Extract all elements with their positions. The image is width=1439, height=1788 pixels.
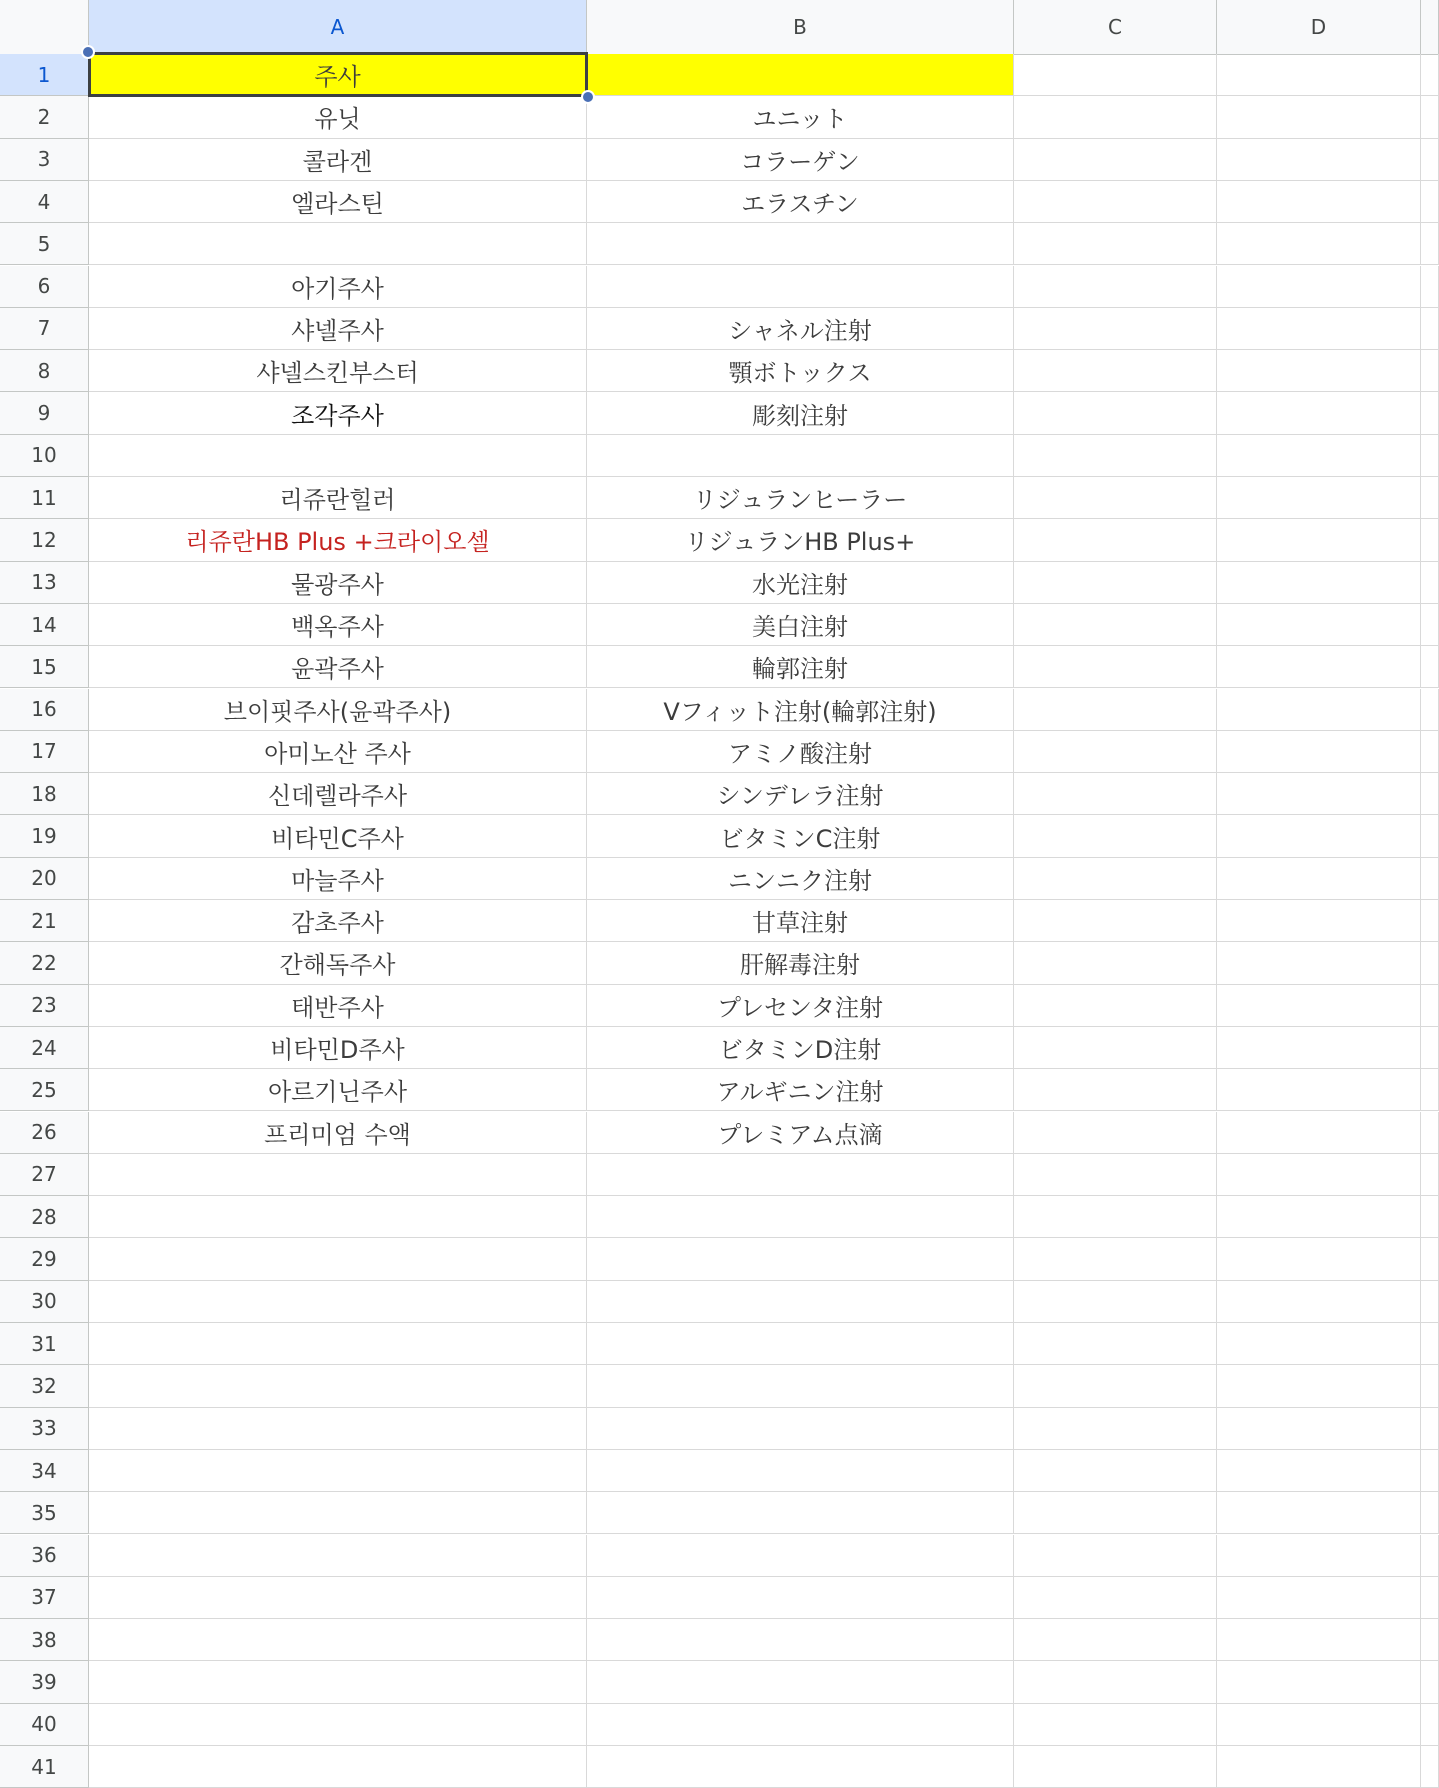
cell-e5[interactable] [1421, 223, 1439, 265]
cell-d39[interactable] [1217, 1661, 1421, 1703]
row-header-9[interactable]: 9 [0, 392, 89, 434]
cell-c27[interactable] [1014, 1154, 1217, 1196]
cell-e26[interactable] [1421, 1112, 1439, 1154]
cell-a18[interactable]: 신데렐라주사 [89, 773, 587, 815]
cell-a32[interactable] [89, 1365, 587, 1407]
cell-e31[interactable] [1421, 1323, 1439, 1365]
cell-e38[interactable] [1421, 1619, 1439, 1661]
cell-a20[interactable]: 마늘주사 [89, 858, 587, 900]
cell-e27[interactable] [1421, 1154, 1439, 1196]
row-header-11[interactable]: 11 [0, 477, 89, 519]
row-header-6[interactable]: 6 [0, 266, 89, 308]
cell-b24[interactable]: ビタミンD注射 [587, 1027, 1014, 1069]
row-header-19[interactable]: 19 [0, 815, 89, 857]
cell-d7[interactable] [1217, 308, 1421, 350]
column-header-c[interactable]: C [1014, 0, 1217, 54]
cell-c12[interactable] [1014, 519, 1217, 561]
cell-d35[interactable] [1217, 1492, 1421, 1534]
cell-d6[interactable] [1217, 266, 1421, 308]
cell-e1[interactable] [1421, 54, 1439, 96]
cell-d14[interactable] [1217, 604, 1421, 646]
cell-b36[interactable] [587, 1535, 1014, 1577]
row-header-18[interactable]: 18 [0, 773, 89, 815]
cell-d17[interactable] [1217, 731, 1421, 773]
cell-d5[interactable] [1217, 223, 1421, 265]
cell-c34[interactable] [1014, 1450, 1217, 1492]
cell-c11[interactable] [1014, 477, 1217, 519]
cell-a2[interactable]: 유닛 [89, 96, 587, 138]
cell-d18[interactable] [1217, 773, 1421, 815]
row-header-37[interactable]: 37 [0, 1577, 89, 1619]
cell-d32[interactable] [1217, 1365, 1421, 1407]
cell-b21[interactable]: 甘草注射 [587, 900, 1014, 942]
cell-a26[interactable]: 프리미엄 수액 [89, 1112, 587, 1154]
cell-c2[interactable] [1014, 96, 1217, 138]
cell-d38[interactable] [1217, 1619, 1421, 1661]
cell-c10[interactable] [1014, 435, 1217, 477]
cell-a39[interactable] [89, 1661, 587, 1703]
row-header-35[interactable]: 35 [0, 1492, 89, 1534]
cell-b1[interactable] [587, 54, 1014, 96]
cell-c39[interactable] [1014, 1661, 1217, 1703]
cell-e12[interactable] [1421, 519, 1439, 561]
cell-e2[interactable] [1421, 96, 1439, 138]
cell-d19[interactable] [1217, 815, 1421, 857]
cell-c14[interactable] [1014, 604, 1217, 646]
cell-d11[interactable] [1217, 477, 1421, 519]
cell-e39[interactable] [1421, 1661, 1439, 1703]
cell-c9[interactable] [1014, 392, 1217, 434]
cell-b9[interactable]: 彫刻注射 [587, 392, 1014, 434]
cell-b28[interactable] [587, 1196, 1014, 1238]
cell-a17[interactable]: 아미노산 주사 [89, 731, 587, 773]
cell-b27[interactable] [587, 1154, 1014, 1196]
cell-c25[interactable] [1014, 1069, 1217, 1111]
cell-a10[interactable] [89, 435, 587, 477]
cell-e20[interactable] [1421, 858, 1439, 900]
cell-a30[interactable] [89, 1281, 587, 1323]
cell-d37[interactable] [1217, 1577, 1421, 1619]
cell-e3[interactable] [1421, 139, 1439, 181]
cell-e8[interactable] [1421, 350, 1439, 392]
row-header-32[interactable]: 32 [0, 1365, 89, 1407]
row-header-23[interactable]: 23 [0, 985, 89, 1027]
cell-d40[interactable] [1217, 1704, 1421, 1746]
cell-e34[interactable] [1421, 1450, 1439, 1492]
cell-d2[interactable] [1217, 96, 1421, 138]
cell-b20[interactable]: ニンニク注射 [587, 858, 1014, 900]
cell-a16[interactable]: 브이핏주사(윤곽주사) [89, 689, 587, 731]
cell-a7[interactable]: 샤넬주사 [89, 308, 587, 350]
cell-a34[interactable] [89, 1450, 587, 1492]
cell-a11[interactable]: 리쥬란힐러 [89, 477, 587, 519]
cell-a37[interactable] [89, 1577, 587, 1619]
cell-e18[interactable] [1421, 773, 1439, 815]
cell-b10[interactable] [587, 435, 1014, 477]
cell-b25[interactable]: アルギニン注射 [587, 1069, 1014, 1111]
cell-d27[interactable] [1217, 1154, 1421, 1196]
cell-d29[interactable] [1217, 1238, 1421, 1280]
cell-b4[interactable]: エラスチン [587, 181, 1014, 223]
cell-c37[interactable] [1014, 1577, 1217, 1619]
column-header-partial[interactable] [1421, 0, 1439, 54]
row-header-38[interactable]: 38 [0, 1619, 89, 1661]
cell-c28[interactable] [1014, 1196, 1217, 1238]
cell-c29[interactable] [1014, 1238, 1217, 1280]
cell-b13[interactable]: 水光注射 [587, 562, 1014, 604]
cell-d34[interactable] [1217, 1450, 1421, 1492]
cell-b14[interactable]: 美白注射 [587, 604, 1014, 646]
cell-e36[interactable] [1421, 1535, 1439, 1577]
cell-e9[interactable] [1421, 392, 1439, 434]
cell-a22[interactable]: 간해독주사 [89, 942, 587, 984]
row-header-33[interactable]: 33 [0, 1408, 89, 1450]
row-header-7[interactable]: 7 [0, 308, 89, 350]
cell-c20[interactable] [1014, 858, 1217, 900]
cell-e6[interactable] [1421, 266, 1439, 308]
cell-b39[interactable] [587, 1661, 1014, 1703]
cell-b6[interactable] [587, 266, 1014, 308]
cell-b15[interactable]: 輪郭注射 [587, 646, 1014, 688]
cell-c35[interactable] [1014, 1492, 1217, 1534]
row-header-24[interactable]: 24 [0, 1027, 89, 1069]
cell-e23[interactable] [1421, 985, 1439, 1027]
row-header-21[interactable]: 21 [0, 900, 89, 942]
row-header-25[interactable]: 25 [0, 1069, 89, 1111]
cell-a8[interactable]: 샤넬스킨부스터 [89, 350, 587, 392]
row-header-10[interactable]: 10 [0, 435, 89, 477]
cell-b18[interactable]: シンデレラ注射 [587, 773, 1014, 815]
cell-d23[interactable] [1217, 985, 1421, 1027]
selection-handle-top-left[interactable] [81, 45, 95, 59]
cell-e37[interactable] [1421, 1577, 1439, 1619]
cell-a41[interactable] [89, 1746, 587, 1788]
row-header-30[interactable]: 30 [0, 1281, 89, 1323]
cell-b30[interactable] [587, 1281, 1014, 1323]
cell-c3[interactable] [1014, 139, 1217, 181]
cell-d28[interactable] [1217, 1196, 1421, 1238]
row-header-26[interactable]: 26 [0, 1112, 89, 1154]
cell-c17[interactable] [1014, 731, 1217, 773]
cell-a5[interactable] [89, 223, 587, 265]
cell-b8[interactable]: 顎ボトックス [587, 350, 1014, 392]
cell-c8[interactable] [1014, 350, 1217, 392]
row-header-29[interactable]: 29 [0, 1238, 89, 1280]
cell-e33[interactable] [1421, 1408, 1439, 1450]
cell-a36[interactable] [89, 1535, 587, 1577]
row-header-40[interactable]: 40 [0, 1704, 89, 1746]
cell-b7[interactable]: シャネル注射 [587, 308, 1014, 350]
row-header-16[interactable]: 16 [0, 689, 89, 731]
cell-e35[interactable] [1421, 1492, 1439, 1534]
cell-e24[interactable] [1421, 1027, 1439, 1069]
row-header-27[interactable]: 27 [0, 1154, 89, 1196]
cell-e40[interactable] [1421, 1704, 1439, 1746]
cell-c41[interactable] [1014, 1746, 1217, 1788]
cell-e16[interactable] [1421, 689, 1439, 731]
cell-d20[interactable] [1217, 858, 1421, 900]
cell-d13[interactable] [1217, 562, 1421, 604]
cell-a24[interactable]: 비타민D주사 [89, 1027, 587, 1069]
cell-e25[interactable] [1421, 1069, 1439, 1111]
cell-a27[interactable] [89, 1154, 587, 1196]
cell-d3[interactable] [1217, 139, 1421, 181]
cell-c23[interactable] [1014, 985, 1217, 1027]
cell-c19[interactable] [1014, 815, 1217, 857]
cell-c18[interactable] [1014, 773, 1217, 815]
cell-e13[interactable] [1421, 562, 1439, 604]
cell-c26[interactable] [1014, 1112, 1217, 1154]
row-header-17[interactable]: 17 [0, 731, 89, 773]
cell-d25[interactable] [1217, 1069, 1421, 1111]
cell-e10[interactable] [1421, 435, 1439, 477]
row-header-1[interactable]: 1 [0, 54, 89, 96]
cell-c40[interactable] [1014, 1704, 1217, 1746]
cell-c32[interactable] [1014, 1365, 1217, 1407]
cell-d21[interactable] [1217, 900, 1421, 942]
cell-d41[interactable] [1217, 1746, 1421, 1788]
cell-e19[interactable] [1421, 815, 1439, 857]
cell-a9[interactable]: 조각주사 [89, 392, 587, 434]
cell-e17[interactable] [1421, 731, 1439, 773]
column-header-row [0, 0, 1439, 55]
cell-b17[interactable]: アミノ酸注射 [587, 731, 1014, 773]
cell-a15[interactable]: 윤곽주사 [89, 646, 587, 688]
cell-b34[interactable] [587, 1450, 1014, 1492]
cell-e14[interactable] [1421, 604, 1439, 646]
cell-b23[interactable]: プレセンタ注射 [587, 985, 1014, 1027]
cell-a21[interactable]: 감초주사 [89, 900, 587, 942]
cell-e22[interactable] [1421, 942, 1439, 984]
column-header-a[interactable]: A [89, 0, 587, 54]
cell-e28[interactable] [1421, 1196, 1439, 1238]
cell-c16[interactable] [1014, 689, 1217, 731]
cell-e41[interactable] [1421, 1746, 1439, 1788]
cell-b38[interactable] [587, 1619, 1014, 1661]
cell-e7[interactable] [1421, 308, 1439, 350]
cell-a13[interactable]: 물광주사 [89, 562, 587, 604]
cell-c13[interactable] [1014, 562, 1217, 604]
row-header-41[interactable]: 41 [0, 1746, 89, 1788]
cell-b35[interactable] [587, 1492, 1014, 1534]
row-header-34[interactable]: 34 [0, 1450, 89, 1492]
cell-b16[interactable]: Vフィット注射(輪郭注射) [587, 689, 1014, 731]
cell-d1[interactable] [1217, 54, 1421, 96]
cell-a38[interactable] [89, 1619, 587, 1661]
cell-d24[interactable] [1217, 1027, 1421, 1069]
cell-e11[interactable] [1421, 477, 1439, 519]
cell-e4[interactable] [1421, 181, 1439, 223]
cell-a4[interactable]: 엘라스틴 [89, 181, 587, 223]
cell-a19[interactable]: 비타민C주사 [89, 815, 587, 857]
cell-c22[interactable] [1014, 942, 1217, 984]
cell-b11[interactable]: リジュランヒーラー [587, 477, 1014, 519]
cell-a6[interactable]: 아기주사 [89, 266, 587, 308]
cell-c33[interactable] [1014, 1408, 1217, 1450]
cell-a28[interactable] [89, 1196, 587, 1238]
row-header-12[interactable]: 12 [0, 519, 89, 561]
cell-a35[interactable] [89, 1492, 587, 1534]
cell-b3[interactable]: コラーゲン [587, 139, 1014, 181]
row-header-14[interactable]: 14 [0, 604, 89, 646]
cell-b22[interactable]: 肝解毒注射 [587, 942, 1014, 984]
cell-b12[interactable]: リジュランHB Plus+ [587, 519, 1014, 561]
cell-b41[interactable] [587, 1746, 1014, 1788]
cell-d26[interactable] [1217, 1112, 1421, 1154]
cell-d12[interactable] [1217, 519, 1421, 561]
row-header-5[interactable]: 5 [0, 223, 89, 265]
cell-d8[interactable] [1217, 350, 1421, 392]
cell-d4[interactable] [1217, 181, 1421, 223]
cell-c38[interactable] [1014, 1619, 1217, 1661]
cell-c31[interactable] [1014, 1323, 1217, 1365]
cell-a3[interactable]: 콜라겐 [89, 139, 587, 181]
row-header-20[interactable]: 20 [0, 858, 89, 900]
cell-b32[interactable] [587, 1365, 1014, 1407]
cell-c4[interactable] [1014, 181, 1217, 223]
row-header-3[interactable]: 3 [0, 139, 89, 181]
select-all-corner[interactable] [0, 0, 89, 54]
cell-c15[interactable] [1014, 646, 1217, 688]
cell-c30[interactable] [1014, 1281, 1217, 1323]
cell-e32[interactable] [1421, 1365, 1439, 1407]
cell-a31[interactable] [89, 1323, 587, 1365]
cell-a25[interactable]: 아르기닌주사 [89, 1069, 587, 1111]
cell-c1[interactable] [1014, 54, 1217, 96]
cell-b5[interactable] [587, 223, 1014, 265]
cell-b33[interactable] [587, 1408, 1014, 1450]
cell-c36[interactable] [1014, 1535, 1217, 1577]
cell-d33[interactable] [1217, 1408, 1421, 1450]
cell-a29[interactable] [89, 1238, 587, 1280]
cell-c5[interactable] [1014, 223, 1217, 265]
cell-b26[interactable]: プレミアム点滴 [587, 1112, 1014, 1154]
cell-e15[interactable] [1421, 646, 1439, 688]
row-header-39[interactable]: 39 [0, 1661, 89, 1703]
cell-b37[interactable] [587, 1577, 1014, 1619]
cell-c6[interactable] [1014, 266, 1217, 308]
cell-a1[interactable]: 주사 [89, 54, 587, 96]
row-header-4[interactable]: 4 [0, 181, 89, 223]
cell-b40[interactable] [587, 1704, 1014, 1746]
cell-d36[interactable] [1217, 1535, 1421, 1577]
cell-a23[interactable]: 태반주사 [89, 985, 587, 1027]
row-header-13[interactable]: 13 [0, 562, 89, 604]
cell-d16[interactable] [1217, 689, 1421, 731]
column-header-b[interactable]: B [587, 0, 1014, 54]
row-header-36[interactable]: 36 [0, 1535, 89, 1577]
row-header-8[interactable]: 8 [0, 350, 89, 392]
cell-e30[interactable] [1421, 1281, 1439, 1323]
cell-d31[interactable] [1217, 1323, 1421, 1365]
cell-d9[interactable] [1217, 392, 1421, 434]
cell-e21[interactable] [1421, 900, 1439, 942]
row-header-15[interactable]: 15 [0, 646, 89, 688]
column-header-d[interactable]: D [1217, 0, 1421, 54]
cell-c21[interactable] [1014, 900, 1217, 942]
row-header-28[interactable]: 28 [0, 1196, 89, 1238]
cell-d10[interactable] [1217, 435, 1421, 477]
row-header-2[interactable]: 2 [0, 96, 89, 138]
cell-b2[interactable]: ユニット [587, 96, 1014, 138]
cell-e29[interactable] [1421, 1238, 1439, 1280]
cell-c24[interactable] [1014, 1027, 1217, 1069]
cell-c7[interactable] [1014, 308, 1217, 350]
cell-a14[interactable]: 백옥주사 [89, 604, 587, 646]
cell-b19[interactable]: ビタミンC注射 [587, 815, 1014, 857]
cell-d15[interactable] [1217, 646, 1421, 688]
cell-b29[interactable] [587, 1238, 1014, 1280]
cell-a12[interactable]: 리쥬란HB Plus +크라이오셀 [89, 519, 587, 561]
cell-a33[interactable] [89, 1408, 587, 1450]
cell-d30[interactable] [1217, 1281, 1421, 1323]
row-header-22[interactable]: 22 [0, 942, 89, 984]
row-header-31[interactable]: 31 [0, 1323, 89, 1365]
cell-b31[interactable] [587, 1323, 1014, 1365]
cell-a40[interactable] [89, 1704, 587, 1746]
cell-d22[interactable] [1217, 942, 1421, 984]
